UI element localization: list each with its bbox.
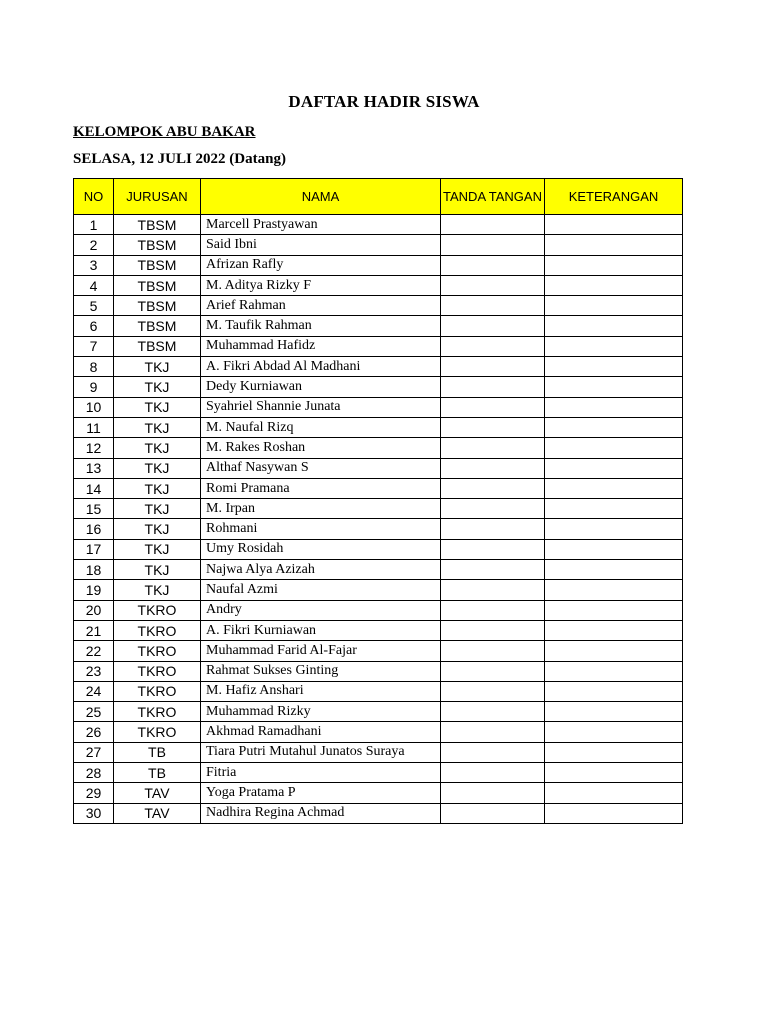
table-row [74, 702, 683, 722]
row-no-cell: 10 [74, 397, 114, 417]
session-date: SELASA, 12 JULI 2022 (Datang) [73, 151, 286, 167]
attendance-table-body [74, 215, 683, 824]
row-signature-cell [441, 641, 545, 661]
row-signature-cell [441, 215, 545, 235]
row-no-cell: 19 [74, 580, 114, 600]
row-nama-cell: Afrizan Rafly [201, 255, 441, 275]
table-row [74, 397, 683, 417]
table-row [74, 519, 683, 539]
row-keterangan-cell [545, 560, 683, 580]
row-nama-cell: Muhammad Hafidz [201, 336, 441, 356]
row-signature-cell [441, 275, 545, 295]
row-jurusan-cell: TBSM [114, 255, 201, 275]
row-signature-cell [441, 681, 545, 701]
row-no-cell: 12 [74, 438, 114, 458]
row-nama-cell: Muhammad Farid Al-Fajar [201, 641, 441, 661]
header-row [74, 179, 683, 215]
row-nama-cell: M. Hafiz Anshari [201, 681, 441, 701]
row-no-cell: 2 [74, 235, 114, 255]
table-row [74, 275, 683, 295]
row-no-cell: 17 [74, 539, 114, 559]
table-row [74, 235, 683, 255]
row-nama-cell: Muhammad Rizky [201, 702, 441, 722]
row-keterangan-cell [545, 458, 683, 478]
row-nama-cell: Arief Rahman [201, 296, 441, 316]
table-row [74, 417, 683, 437]
table-row [74, 438, 683, 458]
row-keterangan-cell [545, 499, 683, 519]
row-no-cell: 1 [74, 215, 114, 235]
row-jurusan-cell: TB [114, 763, 201, 783]
row-jurusan-cell: TKRO [114, 641, 201, 661]
table-row [74, 560, 683, 580]
row-no-cell: 5 [74, 296, 114, 316]
row-jurusan-cell: TKJ [114, 580, 201, 600]
row-no-cell: 28 [74, 763, 114, 783]
table-row [74, 316, 683, 336]
row-signature-cell [441, 702, 545, 722]
row-nama-cell: Umy Rosidah [201, 539, 441, 559]
row-signature-cell [441, 803, 545, 823]
row-signature-cell [441, 417, 545, 437]
table-row [74, 681, 683, 701]
row-no-cell: 11 [74, 417, 114, 437]
row-signature-cell [441, 336, 545, 356]
table-row [74, 783, 683, 803]
header-tanda-tangan: TANDA TANGAN [441, 179, 545, 215]
table-row [74, 661, 683, 681]
row-signature-cell [441, 539, 545, 559]
row-nama-cell: A. Fikri Abdad Al Madhani [201, 357, 441, 377]
row-no-cell: 6 [74, 316, 114, 336]
row-keterangan-cell [545, 580, 683, 600]
row-jurusan-cell: TKJ [114, 458, 201, 478]
row-keterangan-cell [545, 661, 683, 681]
row-keterangan-cell [545, 296, 683, 316]
table-row [74, 357, 683, 377]
row-nama-cell: Nadhira Regina Achmad [201, 803, 441, 823]
row-no-cell: 27 [74, 742, 114, 762]
row-nama-cell: Dedy Kurniawan [201, 377, 441, 397]
row-keterangan-cell [545, 275, 683, 295]
row-jurusan-cell: TBSM [114, 215, 201, 235]
row-keterangan-cell [545, 235, 683, 255]
header-nama: NAMA [201, 179, 441, 215]
row-nama-cell: M. Naufal Rizq [201, 417, 441, 437]
row-signature-cell [441, 763, 545, 783]
row-no-cell: 4 [74, 275, 114, 295]
row-no-cell: 22 [74, 641, 114, 661]
attendance-table-header [74, 179, 683, 215]
row-signature-cell [441, 560, 545, 580]
row-jurusan-cell: TBSM [114, 296, 201, 316]
row-signature-cell [441, 722, 545, 742]
table-row [74, 580, 683, 600]
row-nama-cell: M. Taufik Rahman [201, 316, 441, 336]
table-row [74, 215, 683, 235]
row-no-cell: 21 [74, 620, 114, 640]
row-keterangan-cell [545, 539, 683, 559]
row-no-cell: 9 [74, 377, 114, 397]
header-jurusan: JURUSAN [114, 179, 201, 215]
row-jurusan-cell: TAV [114, 783, 201, 803]
row-signature-cell [441, 235, 545, 255]
row-jurusan-cell: TKJ [114, 560, 201, 580]
table-row [74, 377, 683, 397]
row-keterangan-cell [545, 519, 683, 539]
row-no-cell: 7 [74, 336, 114, 356]
row-signature-cell [441, 296, 545, 316]
row-keterangan-cell [545, 478, 683, 498]
table-row [74, 499, 683, 519]
row-signature-cell [441, 580, 545, 600]
row-keterangan-cell [545, 803, 683, 823]
table-row [74, 458, 683, 478]
row-jurusan-cell: TKJ [114, 478, 201, 498]
row-signature-cell [441, 600, 545, 620]
table-row [74, 296, 683, 316]
header-keterangan: KETERANGAN [545, 179, 683, 215]
row-jurusan-cell: TKJ [114, 519, 201, 539]
row-no-cell: 18 [74, 560, 114, 580]
row-no-cell: 14 [74, 478, 114, 498]
document-title: DAFTAR HADIR SISWA [288, 92, 480, 111]
row-jurusan-cell: TKJ [114, 357, 201, 377]
row-keterangan-cell [545, 702, 683, 722]
table-row [74, 763, 683, 783]
row-nama-cell: Marcell Prastyawan [201, 215, 441, 235]
row-signature-cell [441, 661, 545, 681]
row-no-cell: 29 [74, 783, 114, 803]
row-no-cell: 15 [74, 499, 114, 519]
header-no: NO [74, 179, 114, 215]
row-jurusan-cell: TKJ [114, 397, 201, 417]
row-nama-cell: Naufal Azmi [201, 580, 441, 600]
table-row [74, 641, 683, 661]
row-keterangan-cell [545, 742, 683, 762]
row-signature-cell [441, 316, 545, 336]
row-nama-cell: M. Rakes Roshan [201, 438, 441, 458]
table-row [74, 742, 683, 762]
row-jurusan-cell: TBSM [114, 275, 201, 295]
row-no-cell: 30 [74, 803, 114, 823]
row-signature-cell [441, 783, 545, 803]
row-jurusan-cell: TKRO [114, 722, 201, 742]
row-keterangan-cell [545, 255, 683, 275]
row-signature-cell [441, 499, 545, 519]
row-nama-cell: Tiara Putri Mutahul Junatos Suraya [201, 742, 441, 762]
row-signature-cell [441, 519, 545, 539]
row-jurusan-cell: TAV [114, 803, 201, 823]
row-nama-cell: Andry [201, 600, 441, 620]
row-keterangan-cell [545, 681, 683, 701]
row-signature-cell [441, 377, 545, 397]
row-keterangan-cell [545, 316, 683, 336]
row-jurusan-cell: TKRO [114, 681, 201, 701]
row-no-cell: 8 [74, 357, 114, 377]
row-jurusan-cell: TKJ [114, 438, 201, 458]
table-row [74, 539, 683, 559]
row-nama-cell: Said Ibni [201, 235, 441, 255]
row-signature-cell [441, 357, 545, 377]
row-nama-cell: M. Aditya Rizky F [201, 275, 441, 295]
table-row [74, 336, 683, 356]
table-row [74, 620, 683, 640]
row-no-cell: 26 [74, 722, 114, 742]
row-no-cell: 3 [74, 255, 114, 275]
row-no-cell: 25 [74, 702, 114, 722]
row-no-cell: 16 [74, 519, 114, 539]
row-keterangan-cell [545, 417, 683, 437]
table-row [74, 803, 683, 823]
row-signature-cell [441, 478, 545, 498]
row-nama-cell: Rohmani [201, 519, 441, 539]
row-keterangan-cell [545, 215, 683, 235]
row-keterangan-cell [545, 722, 683, 742]
row-keterangan-cell [545, 397, 683, 417]
row-signature-cell [441, 742, 545, 762]
row-signature-cell [441, 458, 545, 478]
row-keterangan-cell [545, 763, 683, 783]
row-nama-cell: Najwa Alya Azizah [201, 560, 441, 580]
row-keterangan-cell [545, 438, 683, 458]
row-no-cell: 23 [74, 661, 114, 681]
row-nama-cell: Rahmat Sukses Ginting [201, 661, 441, 681]
row-no-cell: 20 [74, 600, 114, 620]
row-keterangan-cell [545, 600, 683, 620]
row-signature-cell [441, 255, 545, 275]
row-signature-cell [441, 438, 545, 458]
row-nama-cell: Akhmad Ramadhani [201, 722, 441, 742]
row-jurusan-cell: TBSM [114, 316, 201, 336]
row-no-cell: 24 [74, 681, 114, 701]
table-row [74, 255, 683, 275]
row-nama-cell: Yoga Pratama P [201, 783, 441, 803]
row-jurusan-cell: TBSM [114, 336, 201, 356]
row-jurusan-cell: TKJ [114, 377, 201, 397]
row-keterangan-cell [545, 336, 683, 356]
row-jurusan-cell: TKJ [114, 499, 201, 519]
row-signature-cell [441, 397, 545, 417]
row-jurusan-cell: TKRO [114, 600, 201, 620]
row-jurusan-cell: TBSM [114, 235, 201, 255]
row-keterangan-cell [545, 357, 683, 377]
group-name: KELOMPOK ABU BAKAR [73, 124, 256, 140]
row-keterangan-cell [545, 783, 683, 803]
row-nama-cell: Althaf Nasywan S [201, 458, 441, 478]
table-row [74, 600, 683, 620]
row-signature-cell [441, 620, 545, 640]
row-keterangan-cell [545, 641, 683, 661]
row-keterangan-cell [545, 377, 683, 397]
row-jurusan-cell: TKRO [114, 620, 201, 640]
row-nama-cell: A. Fikri Kurniawan [201, 620, 441, 640]
attendance-table [73, 178, 683, 824]
row-jurusan-cell: TB [114, 742, 201, 762]
row-no-cell: 13 [74, 458, 114, 478]
row-jurusan-cell: TKJ [114, 539, 201, 559]
row-keterangan-cell [545, 620, 683, 640]
row-nama-cell: Romi Pramana [201, 478, 441, 498]
row-nama-cell: Syahriel Shannie Junata [201, 397, 441, 417]
row-jurusan-cell: TKRO [114, 661, 201, 681]
row-nama-cell: M. Irpan [201, 499, 441, 519]
table-row [74, 478, 683, 498]
row-nama-cell: Fitria [201, 763, 441, 783]
row-jurusan-cell: TKRO [114, 702, 201, 722]
row-jurusan-cell: TKJ [114, 417, 201, 437]
table-row [74, 722, 683, 742]
